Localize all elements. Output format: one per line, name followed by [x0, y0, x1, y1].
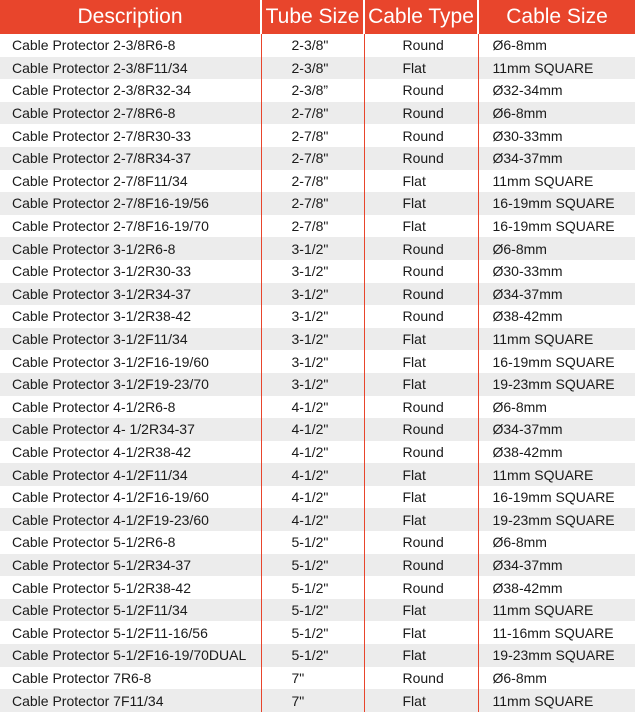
cell-cable-type: Flat — [364, 621, 478, 644]
cell-description: Cable Protector 5-1/2R38-42 — [0, 576, 261, 599]
cell-description: Cable Protector 2-7/8F11/34 — [0, 170, 261, 193]
cell-cable-size: Ø38-42mm — [492, 443, 563, 460]
cell-cable-size: 11mm SQUARE — [478, 689, 635, 712]
cell-cable-size: Ø30-33mm — [492, 127, 563, 144]
cell-cable-type: Flat — [364, 599, 478, 622]
cell-cable-type: Round — [364, 260, 478, 283]
cell-cable-type: Round — [364, 102, 478, 125]
cell-cable-size: 19-23mm SQUARE — [478, 644, 635, 667]
cell-cable-size: Ø34-37mm — [478, 418, 635, 441]
cell-cable-type: Round — [364, 418, 478, 441]
cell-tube-size: 4-1/2" — [261, 463, 364, 486]
table-row — [0, 667, 635, 690]
cell-description: Cable Protector 4-1/2F19-23/60 — [0, 508, 261, 531]
cell-description: Cable Protector 3-1/2F16-19/60 — [0, 350, 261, 373]
cell-cable-type: Flat — [364, 328, 478, 351]
cell-cable-type: Flat — [364, 486, 478, 509]
cell-cable-size: 19-23mm SQUARE — [478, 508, 635, 531]
cell-tube-size: 5-1/2" — [261, 621, 364, 644]
cell-cable-type: Round — [364, 34, 478, 57]
cell-cable-size: Ø30-33mm — [492, 263, 563, 280]
cell-tube-size: 3-1/2" — [261, 305, 364, 328]
cell-cable-type: Flat — [364, 350, 478, 373]
table-row — [0, 463, 635, 486]
cell-cable-size: Ø32-34mm — [492, 82, 563, 99]
cell-tube-size: 5-1/2" — [261, 554, 364, 577]
cell-description: Cable Protector 2-7/8R34-37 — [0, 147, 261, 170]
cell-tube-size: 4-1/2" — [261, 418, 364, 441]
cell-cable-size: Ø38-42mm — [492, 579, 563, 596]
header-cable-type: Cable Type — [364, 0, 478, 34]
cell-cable-size: 11mm SQUARE — [492, 172, 594, 189]
cell-cable-size: 11mm SQUARE — [478, 463, 635, 486]
cell-cable-type: Round — [364, 396, 478, 419]
cell-tube-size: 5-1/2" — [261, 644, 364, 667]
table-row — [0, 576, 635, 599]
table-row — [0, 644, 635, 667]
cell-cable-type: Flat — [364, 689, 478, 712]
cell-description: Cable Protector 7F11/34 — [0, 689, 261, 712]
cell-cable-type: Flat — [364, 373, 478, 396]
cell-cable-type: Round — [364, 531, 478, 554]
table-row — [0, 599, 635, 622]
cell-tube-size: 5-1/2" — [261, 599, 364, 622]
table-row — [0, 508, 635, 531]
cell-tube-size: 2-7/8" — [261, 215, 364, 238]
cell-cable-size: Ø34-37mm — [478, 554, 635, 577]
cell-description: Cable Protector 2-3/8R6-8 — [0, 34, 261, 57]
cell-description: Cable Protector 5-1/2R6-8 — [0, 531, 261, 554]
cell-description: Cable Protector 7R6-8 — [0, 667, 261, 690]
table-row — [0, 689, 635, 712]
cell-tube-size: 7" — [261, 667, 364, 690]
header-tube-size: Tube Size — [261, 0, 364, 34]
cell-cable-size: Ø6-8mm — [478, 102, 635, 125]
cell-tube-size: 2-3/8” — [261, 79, 364, 102]
table-row — [0, 79, 635, 102]
cell-description: Cable Protector 2-7/8F16-19/70 — [0, 215, 261, 238]
table-row — [0, 305, 635, 328]
cell-description: Cable Protector 3-1/2R34-37 — [0, 283, 261, 306]
cell-cable-size: Ø6-8mm — [492, 534, 547, 551]
cell-cable-type: Flat — [364, 644, 478, 667]
cell-cable-size: 11mm SQUARE — [478, 57, 635, 80]
cell-tube-size: 3-1/2" — [261, 328, 364, 351]
table-row — [0, 34, 635, 57]
header-row — [0, 0, 635, 34]
cell-cable-size: 11mm SQUARE — [478, 328, 635, 351]
table-row — [0, 621, 635, 644]
cell-cable-size: 16-19mm SQUARE — [478, 192, 635, 215]
cell-tube-size: 4-1/2" — [261, 508, 364, 531]
cell-description: Cable Protector 2-3/8F11/34 — [0, 57, 261, 80]
cell-tube-size: 2-7/8" — [261, 124, 364, 147]
cell-cable-size: Ø6-8mm — [478, 237, 635, 260]
cell-description: Cable Protector 5-1/2R34-37 — [0, 554, 261, 577]
table-row — [0, 328, 635, 351]
table-row — [0, 170, 635, 193]
table-row — [0, 554, 635, 577]
cell-tube-size: 2-3/8" — [261, 57, 364, 80]
cell-cable-type: Round — [364, 667, 478, 690]
cell-description: Cable Protector 2-7/8F16-19/56 — [0, 192, 261, 215]
cell-tube-size: 3-1/2" — [261, 283, 364, 306]
cell-cable-type: Flat — [364, 508, 478, 531]
cell-cable-type: Round — [364, 283, 478, 306]
table-row — [0, 373, 635, 396]
cell-description: Cable Protector 3-1/2F19-23/70 — [0, 373, 261, 396]
cell-cable-type: Round — [364, 576, 478, 599]
cell-cable-size: 16-19mm SQUARE — [492, 489, 615, 506]
table-row — [0, 260, 635, 283]
cell-description: Cable Protector 4-1/2F16-19/60 — [0, 486, 261, 509]
cell-description: Cable Protector 5-1/2F16-19/70DUAL — [0, 644, 261, 667]
cell-cable-size: 19-23mm SQUARE — [478, 373, 635, 396]
cell-cable-size: 16-19mm SQUARE — [492, 353, 615, 370]
cell-cable-type: Flat — [364, 463, 478, 486]
cell-cable-type: Round — [364, 79, 478, 102]
cell-tube-size: 3-1/2" — [261, 260, 364, 283]
cell-description: Cable Protector 4-1/2F11/34 — [0, 463, 261, 486]
header-cable-size: Cable Size — [478, 0, 635, 34]
cell-tube-size: 5-1/2" — [261, 576, 364, 599]
cell-cable-type: Round — [364, 441, 478, 464]
cell-description: Cable Protector 3-1/2F11/34 — [0, 328, 261, 351]
cell-tube-size: 5-1/2" — [261, 531, 364, 554]
cell-cable-type: Round — [364, 124, 478, 147]
table-row — [0, 124, 635, 147]
cell-cable-type: Flat — [364, 57, 478, 80]
cell-cable-type: Round — [364, 237, 478, 260]
cell-cable-type: Round — [364, 147, 478, 170]
cell-tube-size: 2-7/8" — [261, 192, 364, 215]
cell-description: Cable Protector 2-7/8R6-8 — [0, 102, 261, 125]
cell-tube-size: 2-3/8" — [261, 34, 364, 57]
cell-cable-type: Flat — [364, 215, 478, 238]
cell-cable-size: Ø6-8mm — [492, 398, 547, 415]
table-row — [0, 57, 635, 80]
cell-cable-size: Ø38-42mm — [492, 308, 563, 325]
table-row — [0, 283, 635, 306]
cell-cable-size: Ø34-37mm — [478, 147, 635, 170]
table-row — [0, 441, 635, 464]
cell-description: Cable Protector 2-3/8R32-34 — [0, 79, 261, 102]
cell-tube-size: 7" — [261, 689, 364, 712]
table-row — [0, 531, 635, 554]
cell-tube-size: 3-1/2" — [261, 373, 364, 396]
cell-description: Cable Protector 4-1/2R38-42 — [0, 441, 261, 464]
cell-tube-size: 4-1/2" — [261, 396, 364, 419]
cell-cable-size: 11mm SQUARE — [478, 599, 635, 622]
table-row — [0, 396, 635, 419]
cell-tube-size: 2-7/8" — [261, 102, 364, 125]
cell-description: Cable Protector 5-1/2F11-16/56 — [0, 621, 261, 644]
cell-description: Cable Protector 2-7/8R30-33 — [0, 124, 261, 147]
cell-tube-size: 2-7/8" — [261, 170, 364, 193]
table-header — [0, 0, 635, 34]
table-row — [0, 350, 635, 373]
cell-cable-size: Ø6-8mm — [492, 669, 547, 686]
cell-description: Cable Protector 3-1/2R30-33 — [0, 260, 261, 283]
cell-description: Cable Protector 3-1/2R38-42 — [0, 305, 261, 328]
cell-cable-size: 11-16mm SQUARE — [492, 624, 614, 641]
cell-cable-size: Ø6-8mm — [492, 37, 547, 54]
table-row — [0, 192, 635, 215]
table-row — [0, 486, 635, 509]
table-row — [0, 102, 635, 125]
cell-cable-type: Round — [364, 554, 478, 577]
cell-description: Cable Protector 4- 1/2R34-37 — [0, 418, 261, 441]
table-body — [0, 34, 635, 712]
cell-tube-size: 4-1/2" — [261, 486, 364, 509]
table-row — [0, 237, 635, 260]
table-row — [0, 147, 635, 170]
cell-tube-size: 4-1/2" — [261, 441, 364, 464]
cell-cable-type: Flat — [364, 192, 478, 215]
cell-tube-size: 2-7/8" — [261, 147, 364, 170]
cell-cable-size: 16-19mm SQUARE — [492, 218, 615, 235]
table-row — [0, 215, 635, 238]
table-row — [0, 418, 635, 441]
cell-tube-size: 3-1/2" — [261, 237, 364, 260]
cell-cable-size: Ø34-37mm — [478, 283, 635, 306]
cell-description: Cable Protector 4-1/2R6-8 — [0, 396, 261, 419]
cell-cable-type: Round — [364, 305, 478, 328]
cell-description: Cable Protector 5-1/2F11/34 — [0, 599, 261, 622]
cell-tube-size: 3-1/2" — [261, 350, 364, 373]
header-description: Description — [0, 0, 261, 34]
cell-description: Cable Protector 3-1/2R6-8 — [0, 237, 261, 260]
cell-cable-type: Flat — [364, 170, 478, 193]
